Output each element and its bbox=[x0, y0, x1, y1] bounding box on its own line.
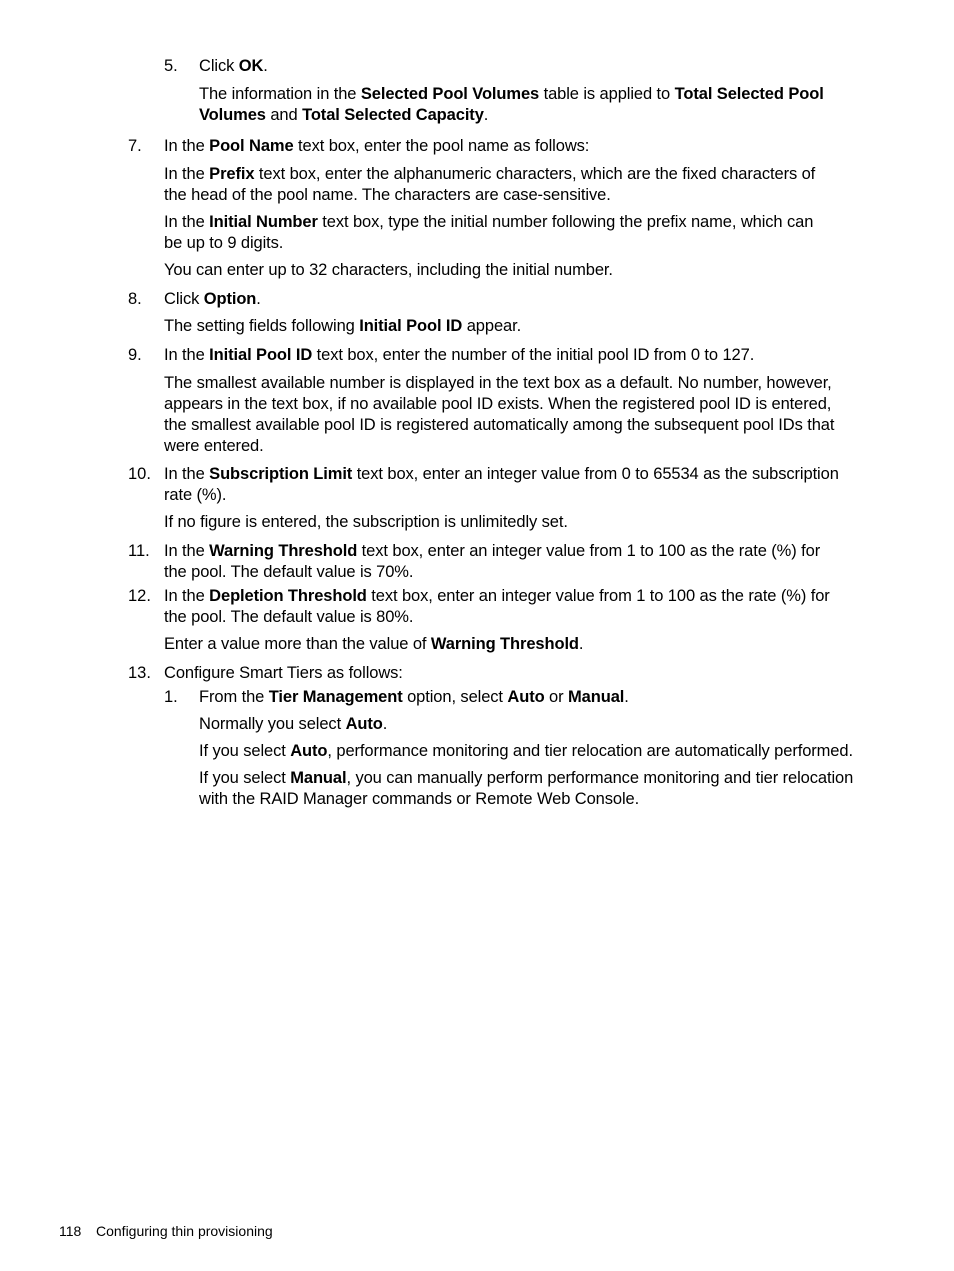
ui-term: Selected Pool Volumes bbox=[360, 85, 540, 103]
text-run: The setting fields following bbox=[164, 317, 360, 335]
step-number: 12. bbox=[128, 587, 151, 605]
text-run: From the bbox=[199, 688, 269, 706]
text-line bbox=[199, 768, 853, 789]
ui-term: Auto bbox=[507, 688, 545, 706]
ui-term: Total Selected Capacity bbox=[302, 106, 484, 124]
text-line bbox=[164, 607, 413, 628]
ui-term: Warning Threshold bbox=[209, 542, 358, 560]
text-line bbox=[164, 415, 834, 436]
text-run: text box, enter the number of the initial pool ID from 0 to 127. bbox=[312, 346, 755, 364]
text-run: Click bbox=[164, 290, 204, 308]
text-run: Configure Smart Tiers as follows: bbox=[164, 664, 403, 682]
text-run: The information in the bbox=[199, 85, 361, 103]
ui-term: Subscription Limit bbox=[209, 465, 353, 483]
ui-term: OK bbox=[238, 57, 264, 75]
page-number: 118 bbox=[59, 1223, 82, 1239]
text-run: If you select bbox=[199, 769, 291, 787]
text-run: . bbox=[382, 715, 388, 733]
text-run: In the bbox=[164, 165, 210, 183]
text-line bbox=[199, 789, 639, 810]
step-number: 13. bbox=[128, 664, 151, 682]
text-line bbox=[164, 289, 261, 310]
ui-term: Depletion Threshold bbox=[209, 587, 367, 605]
text-run: You can enter up to 32 characters, including the initial number. bbox=[164, 261, 613, 279]
text-run: In the bbox=[164, 587, 210, 605]
text-run: and bbox=[265, 106, 303, 124]
step-number: 9. bbox=[128, 346, 142, 364]
ui-term: Total Selected Pool bbox=[674, 85, 824, 103]
text-run: option, select bbox=[402, 688, 508, 706]
text-run: be up to 9 digits. bbox=[164, 234, 284, 252]
text-run: Enter a value more than the value of bbox=[164, 635, 431, 653]
text-line bbox=[164, 464, 839, 485]
step-number: 7. bbox=[128, 137, 142, 155]
text-line bbox=[164, 260, 613, 281]
ui-term: Pool Name bbox=[209, 137, 294, 155]
text-run: text box, enter the pool name as follows: bbox=[293, 137, 590, 155]
text-line bbox=[164, 164, 815, 185]
ui-term: Tier Management bbox=[268, 688, 403, 706]
text-line bbox=[164, 185, 611, 206]
text-run: rate (%). bbox=[164, 486, 227, 504]
text-run: . bbox=[624, 688, 629, 706]
ui-term: Prefix bbox=[209, 165, 255, 183]
text-run: table is applied to bbox=[539, 85, 675, 103]
text-run: Normally you select bbox=[199, 715, 346, 733]
text-run: In the bbox=[164, 213, 210, 231]
text-run: appears in the text box, if no available pool ID exists. When the registered pool ID is entered, bbox=[164, 395, 832, 413]
text-line bbox=[164, 345, 754, 366]
text-line bbox=[199, 105, 488, 126]
text-run: text box, enter an integer value from 1 to 100 as the rate (%) for bbox=[366, 587, 830, 605]
ui-term: Auto bbox=[345, 715, 383, 733]
text-run: . bbox=[256, 290, 261, 308]
step-number: 5. bbox=[164, 57, 178, 75]
ui-term: Manual bbox=[568, 688, 625, 706]
text-line bbox=[164, 512, 568, 533]
text-line bbox=[164, 373, 832, 394]
text-line bbox=[199, 687, 629, 708]
text-line bbox=[164, 562, 413, 583]
text-run: with the RAID Manager commands or Remote Web Console. bbox=[199, 790, 640, 808]
text-run: . bbox=[578, 635, 584, 653]
text-run: , you can manually perform performance monitoring and tier relocation bbox=[346, 769, 854, 787]
text-run: In the bbox=[164, 137, 210, 155]
text-line bbox=[164, 316, 521, 337]
text-run: or bbox=[544, 688, 569, 706]
text-run: appear. bbox=[462, 317, 522, 335]
text-run: text box, enter an integer value from 1 to 100 as the rate (%) for bbox=[357, 542, 821, 560]
text-line bbox=[164, 586, 830, 607]
text-line bbox=[164, 485, 226, 506]
text-run: text box, enter an integer value from 0 to 65534 as the subscription bbox=[352, 465, 839, 483]
step-number: 11. bbox=[128, 542, 150, 560]
text-line bbox=[164, 233, 283, 254]
text-run: the pool. The default value is 70%. bbox=[164, 563, 414, 581]
text-run: The smallest available number is displayed in the text box as a default. No number, however, bbox=[164, 374, 832, 392]
text-line bbox=[164, 394, 831, 415]
step-number: 10. bbox=[128, 465, 151, 483]
step-number: 8. bbox=[128, 290, 142, 308]
footer-section-title: Configuring thin provisioning bbox=[96, 1223, 273, 1239]
ui-term: Option bbox=[203, 290, 257, 308]
ui-term: Initial Pool ID bbox=[359, 317, 463, 335]
step-number: 1. bbox=[164, 688, 178, 706]
text-line bbox=[199, 56, 268, 77]
text-run: , performance monitoring and tier relocation are automatically performed. bbox=[327, 742, 853, 760]
text-run: If you select bbox=[199, 742, 291, 760]
text-run: In the bbox=[164, 542, 210, 560]
text-run: text box, type the initial number following the prefix name, which can bbox=[317, 213, 814, 231]
text-line bbox=[164, 663, 403, 684]
ui-term: Initial Pool ID bbox=[209, 346, 313, 364]
text-run: text box, enter the alphanumeric characters, which are the fixed characters of bbox=[254, 165, 816, 183]
text-run: Click bbox=[199, 57, 239, 75]
text-run: the head of the pool name. The characters are case-sensitive. bbox=[164, 186, 611, 204]
text-line bbox=[164, 541, 820, 562]
text-run: . bbox=[263, 57, 268, 75]
ui-term: Auto bbox=[290, 742, 328, 760]
ui-term: Volumes bbox=[199, 106, 266, 124]
ui-term: Warning Threshold bbox=[430, 635, 579, 653]
text-run: In the bbox=[164, 465, 210, 483]
ui-term: Initial Number bbox=[209, 213, 318, 231]
text-line bbox=[164, 634, 583, 655]
text-run: . bbox=[483, 106, 489, 124]
text-run: If no figure is entered, the subscription is unlimitedly set. bbox=[164, 513, 568, 531]
text-run: the smallest available pool ID is registered automatically among the subsequent pool IDs that bbox=[164, 416, 835, 434]
text-line bbox=[199, 84, 824, 105]
text-line bbox=[164, 212, 813, 233]
text-line bbox=[164, 136, 589, 157]
text-line bbox=[164, 436, 264, 457]
ui-term: Manual bbox=[290, 769, 347, 787]
text-run: were entered. bbox=[164, 437, 264, 455]
text-line bbox=[199, 741, 853, 762]
text-run: the pool. The default value is 80%. bbox=[164, 608, 414, 626]
text-line bbox=[199, 714, 387, 735]
text-run: In the bbox=[164, 346, 210, 364]
